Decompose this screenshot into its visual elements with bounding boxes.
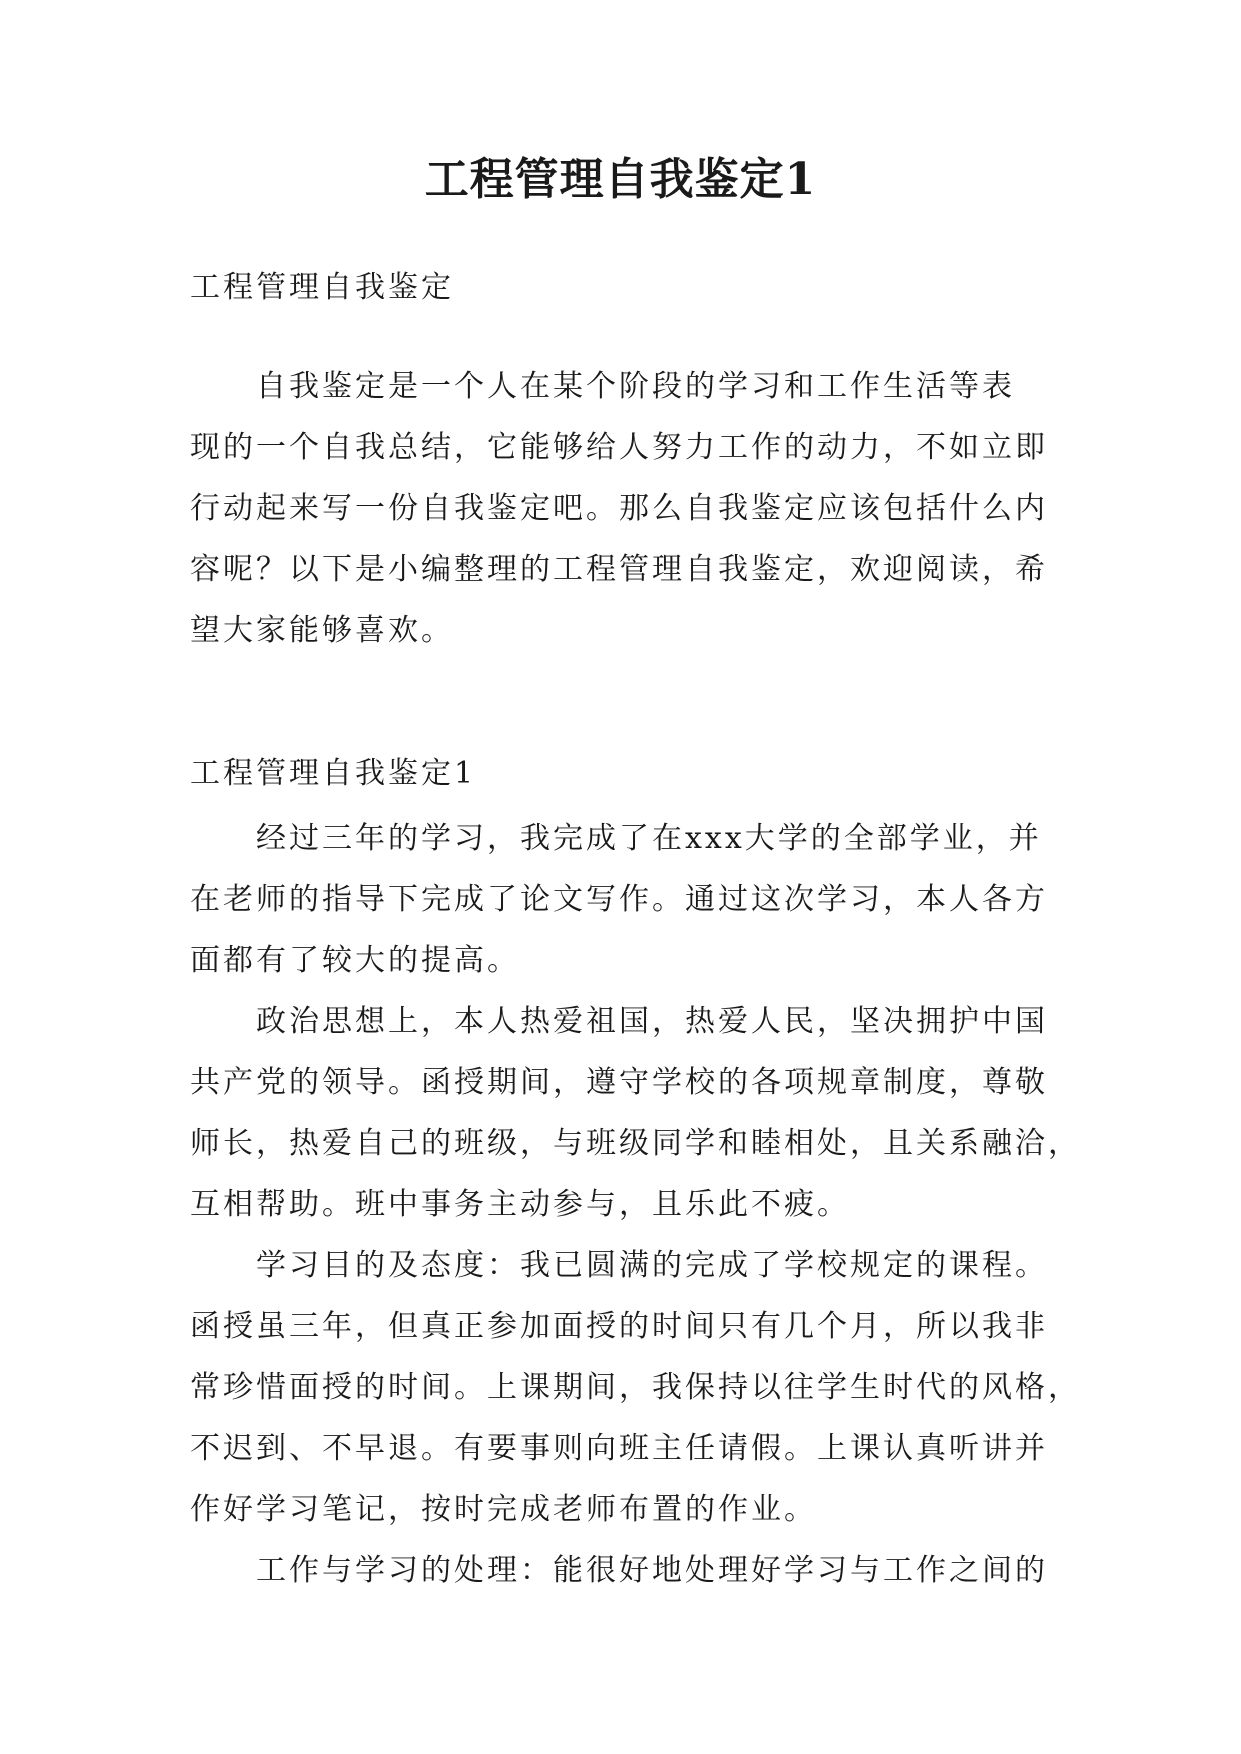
body-line: 在老师的指导下完成了论文写作。通过这次学习，本人各方: [190, 882, 1048, 917]
body-line: 工作与学习的处理：能很好地处理好学习与工作之间的: [190, 1553, 1048, 1588]
intro-line: 容呢？以下是小编整理的工程管理自我鉴定，欢迎阅读，希: [190, 552, 1048, 587]
intro-line: 行动起来写一份自我鉴定吧。那么自我鉴定应该包括什么内: [190, 491, 1048, 526]
body-line: 共产党的领导。函授期间，遵守学校的各项规章制度，尊敬: [190, 1065, 1048, 1100]
intro-paragraph: [190, 356, 1060, 661]
body-text: [190, 808, 1081, 1601]
body-line: 不迟到、不早退。有要事则向班主任请假。上课认真听讲并: [190, 1431, 1048, 1466]
body-line: 学习目的及态度：我已圆满的完成了学校规定的课程。: [190, 1248, 1048, 1283]
body-line: 面都有了较大的提高。: [190, 943, 520, 978]
document-subtitle: 工程管理自我鉴定: [190, 270, 454, 305]
document-title: 工程管理自我鉴定1: [424, 154, 817, 205]
intro-line: 望大家能够喜欢。: [190, 613, 454, 648]
body-line: 函授虽三年，但真正参加面授的时间只有几个月，所以我非: [190, 1309, 1048, 1344]
intro-line: 现的一个自我总结，它能够给人努力工作的动力，不如立即: [190, 430, 1048, 465]
body-line: 师长，热爱自己的班级，与班级同学和睦相处，且关系融洽，: [190, 1126, 1081, 1161]
body-line: 作好学习笔记，按时完成老师布置的作业。: [190, 1492, 817, 1527]
body-line: 常珍惜面授的时间。上课期间，我保持以往学生时代的风格，: [190, 1370, 1081, 1405]
intro-line: 自我鉴定是一个人在某个阶段的学习和工作生活等表: [190, 369, 1015, 404]
section-heading: 工程管理自我鉴定1: [190, 756, 477, 791]
body-line: 政治思想上，本人热爱祖国，热爱人民，坚决拥护中国: [190, 1004, 1048, 1039]
body-line: 经过三年的学习，我完成了在xxx大学的全部学业，并: [190, 821, 1042, 856]
body-line: 互相帮助。班中事务主动参与，且乐此不疲。: [190, 1187, 850, 1222]
